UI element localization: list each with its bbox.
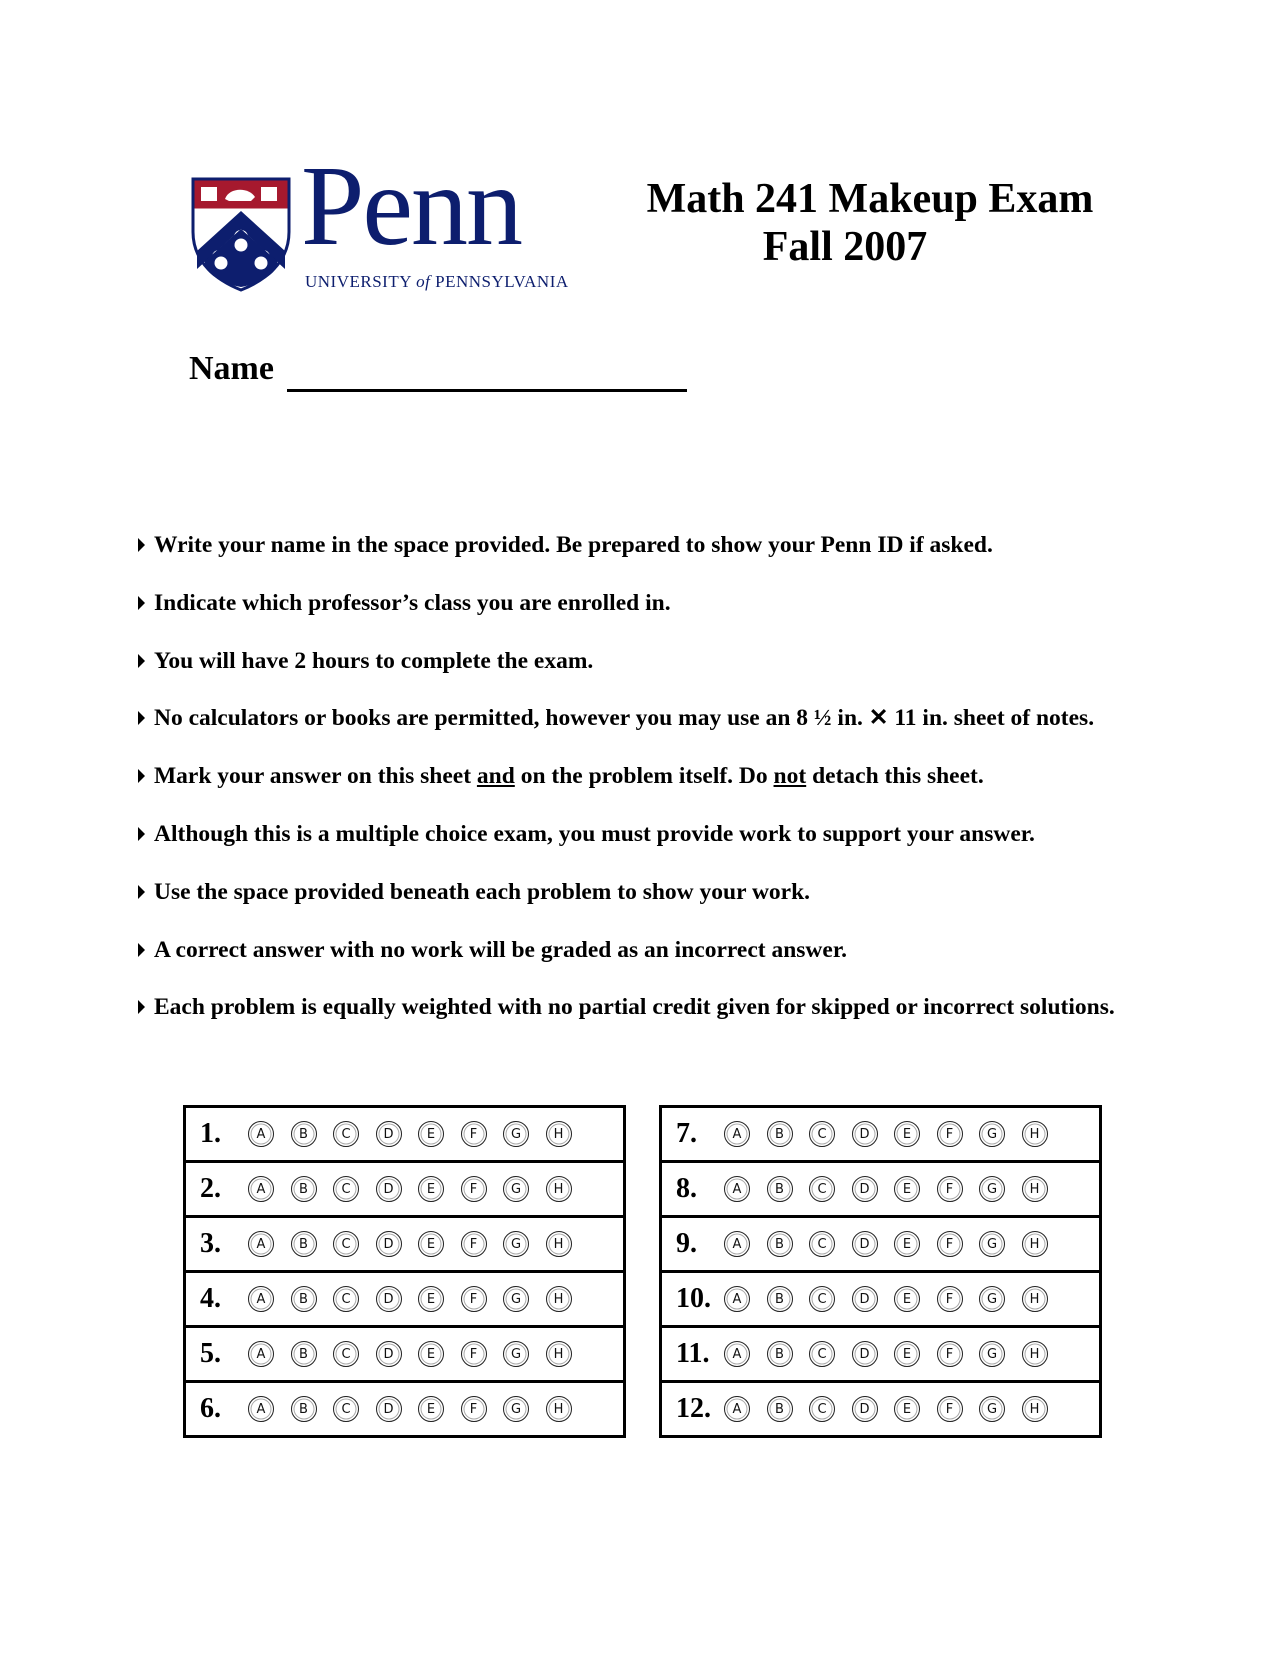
answer-bubble[interactable]: C <box>333 1231 359 1257</box>
answer-bubble[interactable]: B <box>767 1231 793 1257</box>
answer-bubble[interactable]: F <box>461 1286 487 1312</box>
penn-logo <box>191 142 569 295</box>
instruction-item: A correct answer with no work will be graded as an incorrect answer. <box>136 935 1256 993</box>
answer-bubbles <box>248 1231 572 1257</box>
penn-wordmark: Penn <box>301 142 521 269</box>
answer-bubble[interactable]: E <box>418 1341 444 1367</box>
answer-bubble[interactable]: F <box>937 1286 963 1312</box>
answer-bubbles <box>724 1286 1048 1312</box>
bullet-arrow-icon <box>138 654 145 668</box>
answer-bubble[interactable]: E <box>894 1176 920 1202</box>
answer-bubble[interactable]: G <box>503 1231 529 1257</box>
answer-bubble[interactable]: C <box>809 1396 835 1422</box>
question-number: 5. <box>200 1338 221 1369</box>
answer-bubble[interactable]: A <box>248 1231 274 1257</box>
answer-bubble[interactable]: B <box>291 1121 317 1147</box>
answer-bubble[interactable]: D <box>852 1341 878 1367</box>
answer-bubble[interactable]: B <box>767 1341 793 1367</box>
answer-bubble[interactable]: F <box>461 1341 487 1367</box>
question-number: 4. <box>200 1283 221 1314</box>
answer-bubble[interactable]: F <box>461 1396 487 1422</box>
answer-bubble[interactable]: E <box>894 1231 920 1257</box>
answer-bubble[interactable]: D <box>852 1286 878 1312</box>
answer-bubble[interactable]: D <box>376 1121 402 1147</box>
answer-bubble[interactable]: F <box>937 1396 963 1422</box>
answer-bubble[interactable]: B <box>767 1176 793 1202</box>
instructions-list <box>136 530 1256 1050</box>
question-number: 11. <box>676 1338 710 1369</box>
answer-bubble[interactable]: E <box>894 1121 920 1147</box>
instruction-item: Although this is a multiple choice exam, you must provide work to support your answer. <box>136 819 1256 877</box>
answer-bubble[interactable]: H <box>1022 1121 1048 1147</box>
answer-bubble[interactable]: E <box>418 1396 444 1422</box>
of-word: of <box>416 272 431 291</box>
answer-bubble[interactable]: B <box>767 1121 793 1147</box>
answer-bubbles <box>248 1286 572 1312</box>
answer-bubble[interactable]: E <box>418 1176 444 1202</box>
question-number: 8. <box>676 1173 697 1204</box>
answer-bubble[interactable]: C <box>809 1121 835 1147</box>
instruction-item: No calculators or books are permitted, however you may use an 8 ½ in. ✕ 11 in. sheet of notes. <box>136 703 1256 761</box>
answer-bubbles <box>248 1396 572 1422</box>
instruction-item: Use the space provided beneath each problem to show your work. <box>136 877 1256 935</box>
answer-bubble[interactable]: A <box>248 1341 274 1367</box>
answer-bubble[interactable]: D <box>376 1341 402 1367</box>
answer-bubble[interactable]: C <box>809 1341 835 1367</box>
answer-bubbles <box>724 1396 1048 1422</box>
instruction-item: Mark your answer on this sheet and on the problem itself. Do not detach this sheet. <box>136 761 1256 819</box>
answer-bubble[interactable]: D <box>852 1396 878 1422</box>
answer-bubble[interactable]: C <box>809 1286 835 1312</box>
answer-bubble[interactable]: A <box>248 1176 274 1202</box>
answer-row <box>186 1328 623 1383</box>
answer-bubble[interactable]: H <box>1022 1176 1048 1202</box>
answer-bubble[interactable]: H <box>546 1286 572 1312</box>
instruction-item: Each problem is equally weighted with no partial credit given for skipped or incorrect solutions. <box>136 992 1256 1050</box>
instruction-item: Indicate which professor’s class you are enrolled in. <box>136 588 1256 646</box>
answer-row <box>186 1163 623 1218</box>
question-number: 9. <box>676 1228 697 1259</box>
answer-bubble[interactable]: C <box>333 1341 359 1367</box>
answer-bubble[interactable]: F <box>461 1231 487 1257</box>
answer-bubble[interactable]: H <box>546 1176 572 1202</box>
answer-row <box>186 1273 623 1328</box>
answer-bubble[interactable]: G <box>979 1341 1005 1367</box>
answer-bubble[interactable]: H <box>546 1121 572 1147</box>
answer-bubble[interactable]: G <box>979 1176 1005 1202</box>
answer-bubbles <box>248 1341 572 1367</box>
exam-title-line2: Fall 2007 <box>762 224 928 270</box>
answer-bubble[interactable]: C <box>333 1121 359 1147</box>
answer-bubbles <box>724 1121 1048 1147</box>
name-field[interactable] <box>287 389 687 392</box>
answer-bubble[interactable]: H <box>1022 1231 1048 1257</box>
answer-bubbles <box>724 1341 1048 1367</box>
answer-bubble[interactable]: E <box>894 1341 920 1367</box>
bullet-arrow-icon <box>138 769 145 783</box>
university-name <box>305 272 569 292</box>
bullet-arrow-icon <box>138 538 145 552</box>
answer-bubble[interactable]: A <box>724 1176 750 1202</box>
answer-bubble[interactable]: G <box>979 1231 1005 1257</box>
answer-bubble[interactable]: C <box>809 1231 835 1257</box>
answer-bubble[interactable]: H <box>1022 1396 1048 1422</box>
answer-bubbles <box>248 1121 572 1147</box>
answer-row <box>662 1108 1099 1163</box>
answer-bubble[interactable]: C <box>333 1176 359 1202</box>
answer-bubble[interactable]: E <box>894 1396 920 1422</box>
answer-bubble[interactable]: B <box>291 1286 317 1312</box>
bullet-arrow-icon <box>138 885 145 899</box>
answer-bubble[interactable]: B <box>767 1396 793 1422</box>
answer-bubbles <box>724 1231 1048 1257</box>
answer-bubbles <box>724 1176 1048 1202</box>
pennsylvania-word: PENNSYLVANIA <box>435 272 569 291</box>
university-word: UNIVERSITY <box>305 272 412 291</box>
answer-row <box>662 1218 1099 1273</box>
question-number: 2. <box>200 1173 221 1204</box>
question-number: 3. <box>200 1228 221 1259</box>
answer-bubble[interactable]: F <box>461 1121 487 1147</box>
instruction-item: Write your name in the space provided. Be prepared to show your Penn ID if asked. <box>136 530 1256 588</box>
answer-bubble[interactable]: B <box>767 1286 793 1312</box>
answer-bubble[interactable]: B <box>291 1341 317 1367</box>
bullet-arrow-icon <box>138 827 145 841</box>
answer-grid-left <box>183 1105 626 1438</box>
question-number: 7. <box>676 1118 697 1149</box>
answer-row <box>186 1218 623 1273</box>
answer-bubble[interactable]: E <box>418 1121 444 1147</box>
answer-bubble[interactable]: A <box>248 1396 274 1422</box>
answer-bubble[interactable]: A <box>724 1286 750 1312</box>
answer-bubble[interactable]: F <box>461 1176 487 1202</box>
answer-bubble[interactable]: B <box>291 1231 317 1257</box>
question-number: 10. <box>676 1283 711 1314</box>
answer-bubble[interactable]: G <box>979 1396 1005 1422</box>
exam-title <box>646 175 1100 271</box>
answer-bubble[interactable]: B <box>291 1396 317 1422</box>
answer-row <box>662 1328 1099 1383</box>
answer-bubble[interactable]: H <box>546 1341 572 1367</box>
answer-bubble[interactable]: C <box>809 1176 835 1202</box>
bullet-arrow-icon <box>138 711 145 725</box>
answer-bubble[interactable]: H <box>546 1396 572 1422</box>
answer-bubble[interactable]: F <box>937 1121 963 1147</box>
answer-bubble[interactable]: G <box>503 1396 529 1422</box>
question-number: 6. <box>200 1393 221 1424</box>
penn-shield-icon <box>191 177 291 292</box>
exam-title-line1: Math 241 Makeup Exam <box>646 176 1094 222</box>
answer-bubble[interactable]: G <box>503 1176 529 1202</box>
answer-bubble[interactable]: A <box>724 1231 750 1257</box>
answer-bubble[interactable]: A <box>248 1121 274 1147</box>
answer-bubble[interactable]: D <box>376 1286 402 1312</box>
answer-bubble[interactable]: E <box>418 1231 444 1257</box>
answer-bubble[interactable]: G <box>503 1286 529 1312</box>
answer-bubble[interactable]: A <box>248 1286 274 1312</box>
answer-bubble[interactable]: E <box>418 1286 444 1312</box>
answer-bubble[interactable]: A <box>724 1396 750 1422</box>
question-number: 1. <box>200 1118 221 1149</box>
answer-bubble[interactable]: H <box>1022 1286 1048 1312</box>
answer-bubble[interactable]: F <box>937 1176 963 1202</box>
answer-bubble[interactable]: D <box>852 1121 878 1147</box>
bullet-arrow-icon <box>138 1000 145 1014</box>
answer-bubble[interactable]: F <box>937 1231 963 1257</box>
answer-bubbles <box>248 1176 572 1202</box>
answer-bubble[interactable]: D <box>376 1396 402 1422</box>
answer-row <box>186 1383 623 1435</box>
answer-row <box>662 1273 1099 1328</box>
answer-bubble[interactable]: A <box>724 1341 750 1367</box>
answer-row <box>662 1383 1099 1435</box>
name-label: Name <box>189 350 274 387</box>
answer-bubble[interactable]: F <box>937 1341 963 1367</box>
answer-bubble[interactable]: A <box>724 1121 750 1147</box>
answer-bubble[interactable]: D <box>376 1176 402 1202</box>
answer-bubble[interactable]: G <box>503 1121 529 1147</box>
answer-bubble[interactable]: D <box>852 1176 878 1202</box>
answer-bubble[interactable]: D <box>852 1231 878 1257</box>
answer-grid-right <box>659 1105 1102 1438</box>
instruction-item: You will have 2 hours to complete the exam. <box>136 646 1256 704</box>
answer-bubble[interactable]: H <box>546 1231 572 1257</box>
answer-bubble[interactable]: H <box>1022 1341 1048 1367</box>
answer-bubble[interactable]: D <box>376 1231 402 1257</box>
bullet-arrow-icon <box>138 596 145 610</box>
answer-bubble[interactable]: C <box>333 1396 359 1422</box>
answer-bubble[interactable]: C <box>333 1286 359 1312</box>
bullet-arrow-icon <box>138 943 145 957</box>
answer-bubble[interactable]: E <box>894 1286 920 1312</box>
answer-row <box>662 1163 1099 1218</box>
answer-bubble[interactable]: B <box>291 1176 317 1202</box>
answer-bubble[interactable]: G <box>979 1121 1005 1147</box>
question-number: 12. <box>676 1393 711 1424</box>
answer-bubble[interactable]: G <box>979 1286 1005 1312</box>
answer-bubble[interactable]: G <box>503 1341 529 1367</box>
answer-row <box>186 1108 623 1163</box>
